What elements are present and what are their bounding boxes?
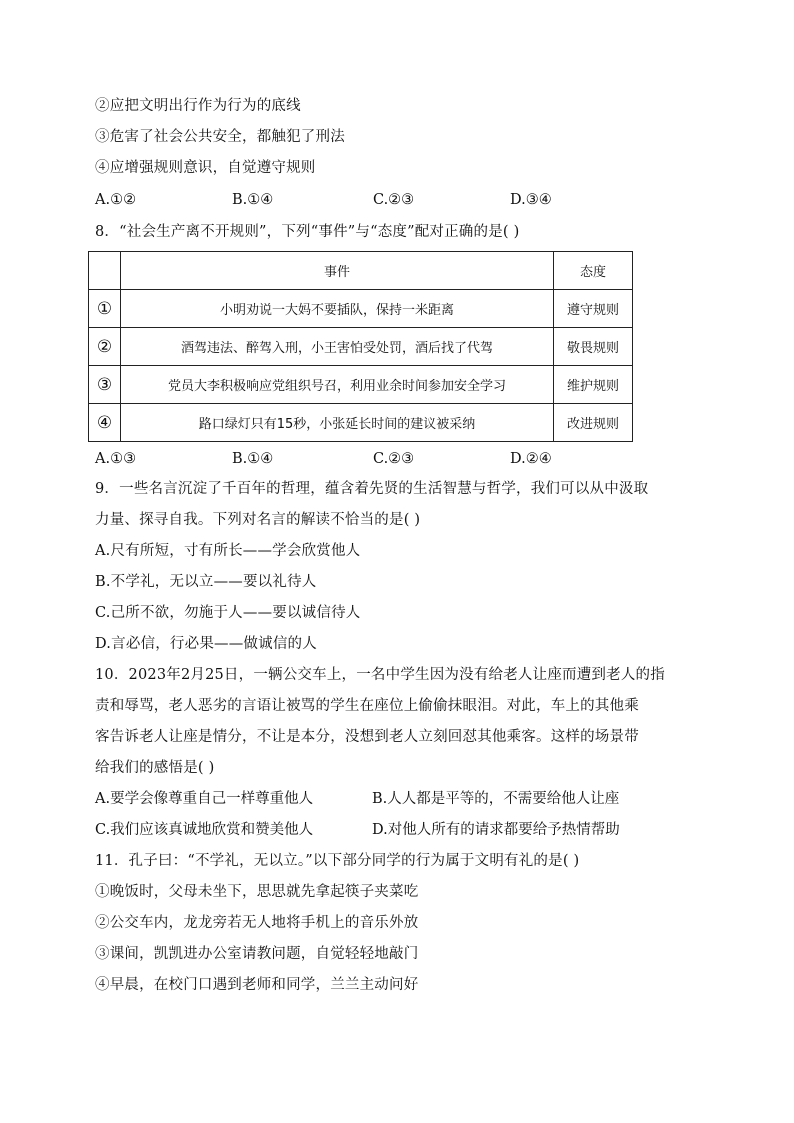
- row-event: 小明劝说一大妈不要插队，保持一米距离: [121, 290, 554, 328]
- q9-option-d[interactable]: D.言必信，行必果——做诚信的人: [95, 636, 317, 652]
- row-number: ③: [89, 366, 121, 404]
- row-attitude: 敬畏规则: [554, 328, 633, 366]
- q8-option-d[interactable]: D.②④: [510, 451, 552, 467]
- row-event: 酒驾违法、醉驾入刑，小王害怕受处罚，酒后找了代驾: [121, 328, 554, 366]
- row-event: 党员大李积极响应党组织号召，利用业余时间参加安全学习: [121, 366, 554, 404]
- table-row: [89, 404, 633, 442]
- q11-item-1: ①晚饭时，父母未坐下，思思就先拿起筷子夹菜吃: [95, 884, 419, 900]
- row-event: 路口绿灯只有15秒，小张延长时间的建议被采纳: [121, 404, 554, 442]
- q8-option-a[interactable]: A.①③: [95, 451, 137, 467]
- q8-stem: 8．“社会生产离不开规则”，下列“事件”与“态度”配对正确的是( ): [95, 224, 520, 240]
- q9-stem-line-2: 力量、探寻自我。下列对名言的解读不恰当的是( ): [95, 512, 421, 528]
- q7-item-3: ③危害了社会公共安全，都触犯了刑法: [95, 129, 345, 145]
- q11-stem: 11．孔子曰：“不学礼，无以立。”以下部分同学的行为属于文明有礼的是( ): [95, 853, 580, 869]
- q11-item-4: ④早晨，在校门口遇到老师和同学，兰兰主动问好: [95, 977, 419, 993]
- q11-item-2: ②公交车内，龙龙旁若无人地将手机上的音乐外放: [95, 915, 419, 931]
- row-attitude: 遵守规则: [554, 290, 633, 328]
- q10-option-d[interactable]: D.对他人所有的请求都要给予热情帮助: [372, 822, 620, 838]
- q7-option-a[interactable]: A.①②: [95, 192, 137, 208]
- q9-option-b[interactable]: B.不学礼，无以立——要以礼待人: [95, 574, 317, 590]
- q7-option-d[interactable]: D.③④: [510, 192, 552, 208]
- row-number: ④: [89, 404, 121, 442]
- q10-stem-line-3: 客告诉老人让座是情分，不让是本分，没想到老人立刻回怼其他乘客。这样的场景带: [95, 729, 639, 745]
- q10-option-a[interactable]: A.要学会像尊重自己一样尊重他人: [95, 791, 314, 807]
- q7-item-4: ④应增强规则意识，自觉遵守规则: [95, 160, 316, 176]
- q8-option-b[interactable]: B.①④: [232, 451, 274, 467]
- table-row: [89, 290, 633, 328]
- table-row: [89, 366, 633, 404]
- q10-stem-line-1: 10．2023年2月25日，一辆公交车上，一名中学生因为没有给老人让座而遭到老人的指: [95, 667, 665, 683]
- q10-stem-line-4: 给我们的感悟是( ): [95, 760, 215, 776]
- table-header-row: [89, 252, 633, 290]
- table-row: [89, 328, 633, 366]
- q9-stem-line-1: 9．一些名言沉淀了千百年的哲理，蕴含着先贤的生活智慧与哲学，我们可以从中汲取: [95, 481, 649, 497]
- q7-item-2: ②应把文明出行作为行为的底线: [95, 98, 301, 114]
- q10-option-c[interactable]: C.我们应该真诚地欣赏和赞美他人: [95, 822, 314, 838]
- q11-item-3: ③课间，凯凯进办公室请教问题，自觉轻轻地敲门: [95, 946, 419, 962]
- q8-table: [88, 251, 633, 442]
- q10-option-b[interactable]: B.人人都是平等的，不需要给他人让座: [372, 791, 620, 807]
- q7-option-c[interactable]: C.②③: [373, 192, 415, 208]
- table-header-attitude: 态度: [554, 252, 633, 290]
- row-attitude: 改进规则: [554, 404, 633, 442]
- row-number: ②: [89, 328, 121, 366]
- q7-option-b[interactable]: B.①④: [232, 192, 274, 208]
- row-attitude: 维护规则: [554, 366, 633, 404]
- table-header-no: [89, 252, 121, 290]
- q9-option-a[interactable]: A.尺有所短，寸有所长——学会欣赏他人: [95, 543, 361, 559]
- q9-option-c[interactable]: C.己所不欲，勿施于人——要以诚信待人: [95, 605, 361, 621]
- table-header-event: 事件: [121, 252, 554, 290]
- q8-option-c[interactable]: C.②③: [373, 451, 415, 467]
- row-number: ①: [89, 290, 121, 328]
- q10-stem-line-2: 责和辱骂，老人恶劣的言语让被骂的学生在座位上偷偷抹眼泪。对此，车上的其他乘: [95, 698, 639, 714]
